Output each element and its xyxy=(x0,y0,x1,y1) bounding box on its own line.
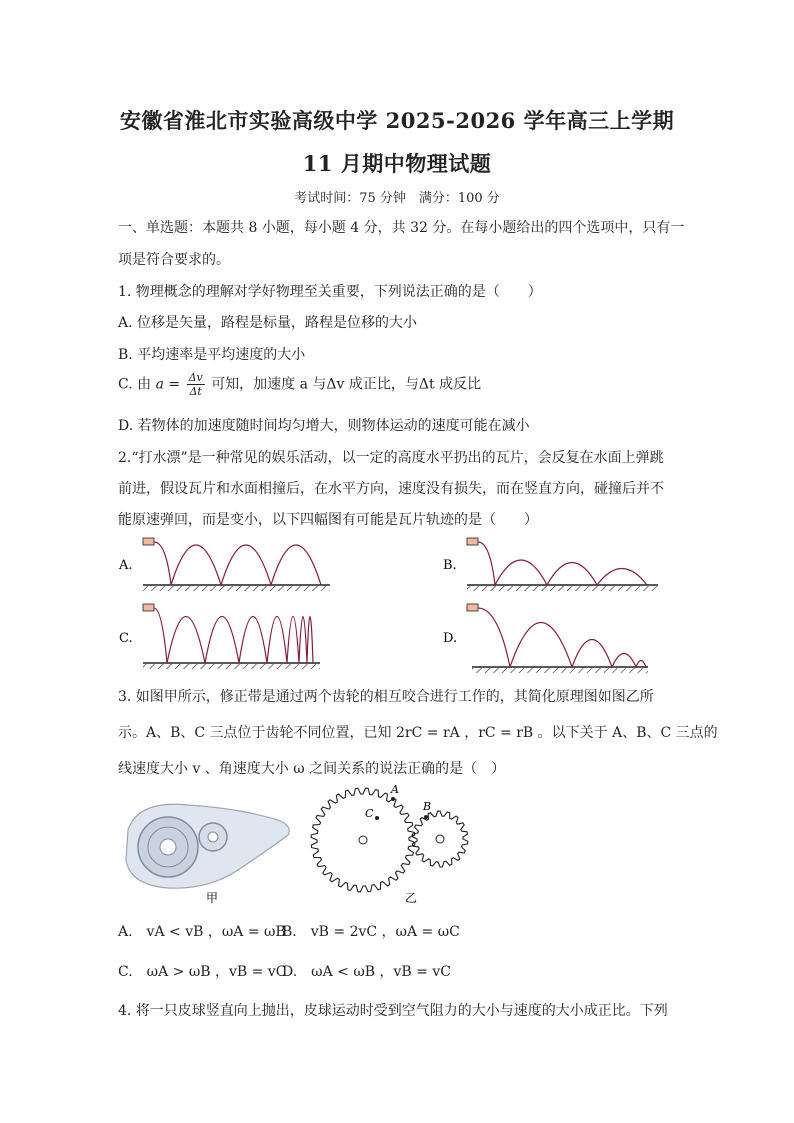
trajectory-c xyxy=(154,608,313,663)
q1-c-prefix: C. 由 xyxy=(118,376,152,393)
q1-c-suffix: 可知，加速度 a 与Δv 成正比，与Δt 成反比 xyxy=(211,376,482,393)
point-a-label: A xyxy=(391,783,399,796)
q3-option-a: A. vA < vB ，ωA = ωB xyxy=(118,924,286,940)
q2-stem-line3: 能原速弹回，而是变小，以下四幅图有可能是瓦片轨迹的是（ ） xyxy=(118,512,538,528)
q2-label-c: C. xyxy=(119,631,133,646)
water-hatch xyxy=(472,668,648,673)
q3-option-b: B. vB = 2vC ，ωA = ωC xyxy=(282,924,460,940)
stone-icon xyxy=(143,538,154,545)
q1-c-numerator: Δv xyxy=(188,371,203,384)
water-hatch xyxy=(467,586,658,591)
paper-title-line2: 11 月期中物理试题 xyxy=(302,151,492,176)
section-intro-line1: 一、单选题：本题共 8 小题，每小题 4 分，共 32 分。在每小题给出的四个选项中，只有一 xyxy=(118,220,685,236)
q3-option-d: D. ωA < ωB ，vB = vC xyxy=(282,964,451,980)
q1-option-a: A. 位移是矢量，路程是标量，路程是位移的大小 xyxy=(118,315,418,331)
q2-figure-d xyxy=(443,604,648,673)
q1-stem: 1. 物理概念的理解对学好物理至关重要，下列说法正确的是（ ） xyxy=(118,284,542,300)
q3-figure-jia xyxy=(118,790,298,910)
trajectory-b xyxy=(478,542,647,585)
paper-title-line1: 安徽省淮北市实验高级中学 2025-2026 学年高三上学期 xyxy=(119,108,675,133)
q3-figure-yi xyxy=(305,780,475,910)
q3-stem-line2: 示。A、B、C 三点位于齿轮不同位置，已知 2rC = rA ，rC = rB 。以下关于 A、B、C 三点的 xyxy=(118,725,718,741)
q2-label-b: B. xyxy=(443,558,457,573)
fig-label-jia: 甲 xyxy=(206,891,219,905)
q3-option-c: C. ωA > ωB ，vB = vC xyxy=(118,964,287,980)
trajectory-d xyxy=(478,608,646,667)
q2-label-a: A. xyxy=(119,558,133,573)
q3-stem-line3: 线速度大小 v 、角速度大小 ω 之间关系的说法正确的是（ ） xyxy=(118,761,506,777)
gear-outline xyxy=(311,788,415,892)
point-a-dot xyxy=(391,797,395,801)
q1-option-b: B. 平均速率是平均速度的大小 xyxy=(118,347,306,363)
water-hatch xyxy=(143,664,320,669)
section-intro-line2: 项是符合要求的。 xyxy=(118,252,230,268)
stone-icon xyxy=(467,604,478,611)
q1-c-fraction xyxy=(187,371,205,398)
q1-option-c xyxy=(118,371,481,398)
stone-icon xyxy=(143,604,154,611)
q2-trajectory-figures xyxy=(110,530,670,680)
small-gear-icon xyxy=(412,811,468,867)
point-b-dot xyxy=(424,815,428,819)
water-hatch xyxy=(143,586,330,591)
exam-info: 考试时间：75 分钟 满分：100 分 xyxy=(294,191,500,206)
point-c-label: C xyxy=(365,807,374,820)
trajectory-a xyxy=(154,542,321,585)
q1-c-denominator: Δt xyxy=(189,385,202,398)
gear-hub xyxy=(160,839,176,855)
big-gear-center xyxy=(359,836,367,844)
q4-stem-line1: 4. 将一只皮球竖直向上抛出，皮球运动时受到空气阻力的大小与速度的大小成正比。下列 xyxy=(118,1003,668,1019)
small-gear-hub xyxy=(208,832,218,842)
small-gear-center xyxy=(436,835,444,843)
q2-stem-line2: 前进，假设瓦片和水面相撞后，在水平方向，速度没有损失，而在竖直方向，碰撞后并不 xyxy=(118,481,664,497)
fig-label-yi: 乙 xyxy=(405,891,418,905)
q2-stem-line1: 2.“打水漂”是一种常见的娱乐活动，以一定的高度水平扔出的瓦片，会反复在水面上弹跳 xyxy=(118,450,664,466)
q2-figure-c xyxy=(119,604,320,669)
gear-outline xyxy=(412,811,468,867)
point-c-dot xyxy=(375,816,379,820)
q2-label-d: D. xyxy=(443,631,458,646)
big-gear-icon xyxy=(311,788,415,892)
point-b-label: B xyxy=(423,800,432,813)
q2-figure-b xyxy=(443,538,658,591)
q2-figure-a xyxy=(118,538,330,591)
q3-stem-line1: 3. 如图甲所示，修正带是通过两个齿轮的相互咬合进行工作的，其简化原理图如图乙所 xyxy=(118,689,654,705)
q1-option-d: D. 若物体的加速度随时间均匀增大，则物体运动的速度可能在减小 xyxy=(118,418,530,434)
stone-icon xyxy=(467,538,478,545)
q1-c-lhs: a = xyxy=(155,376,181,393)
